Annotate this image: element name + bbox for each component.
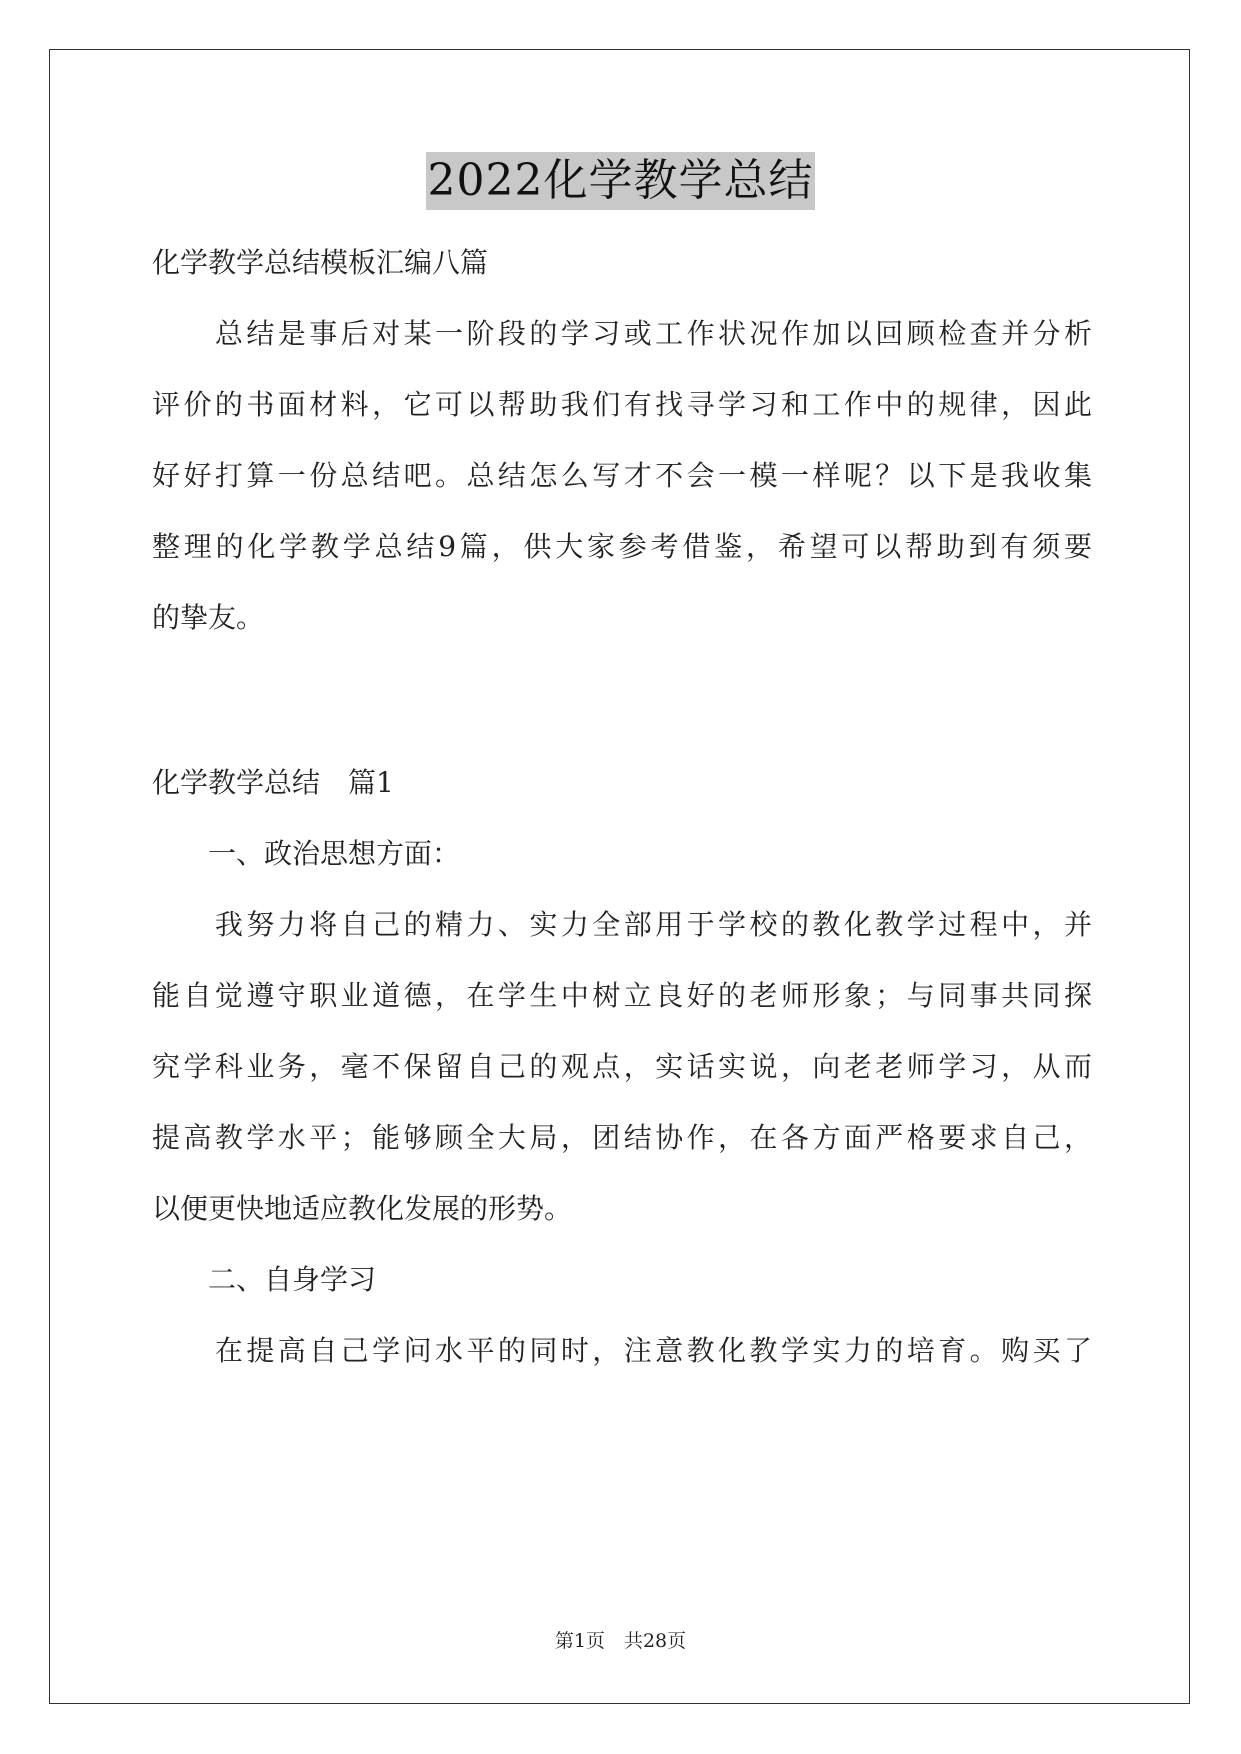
page-number-footer: 第1页 共28页	[554, 1630, 687, 1652]
study-line: 在提高自己学问水平的同时，注意教化教学实力的培育。购买了	[152, 1334, 1092, 1367]
page-border	[49, 49, 1190, 1704]
title-container	[0, 152, 1241, 210]
document-subtitle: 化学教学总结模板汇编八篇	[152, 246, 489, 279]
politics-line: 提高教学水平；能够顾全大局，团结协作，在各方面严格要求自己，	[152, 1121, 1092, 1154]
intro-line: 整理的化学教学总结9篇，供大家参考借鉴，希望可以帮助到有须要	[152, 530, 1092, 563]
politics-line: 能自觉遵守职业道德，在学生中树立良好的老师形象；与同事共同探	[152, 979, 1092, 1012]
section-heading: 化学教学总结 篇1	[152, 766, 394, 799]
subheading-politics: 一、政治思想方面：	[152, 837, 461, 870]
subheading-study: 二、自身学习	[152, 1263, 377, 1296]
intro-line: 好好打算一份总结吧。总结怎么写才不会一模一样呢？以下是我收集	[152, 459, 1092, 492]
intro-line: 总结是事后对某一阶段的学习或工作状况作加以回顾检查并分析	[152, 317, 1092, 350]
politics-line: 我努力将自己的精力、实力全部用于学校的教化教学过程中，并	[152, 908, 1092, 941]
politics-line: 以便更快地适应教化发展的形势。	[152, 1192, 573, 1225]
document-title: 2022化学教学总结	[426, 152, 816, 210]
politics-line: 究学科业务，毫不保留自己的观点，实话实说，向老老师学习，从而	[152, 1050, 1092, 1083]
intro-line: 评价的书面材料，它可以帮助我们有找寻学习和工作中的规律，因此	[152, 388, 1092, 421]
intro-line: 的挚友。	[152, 601, 265, 634]
